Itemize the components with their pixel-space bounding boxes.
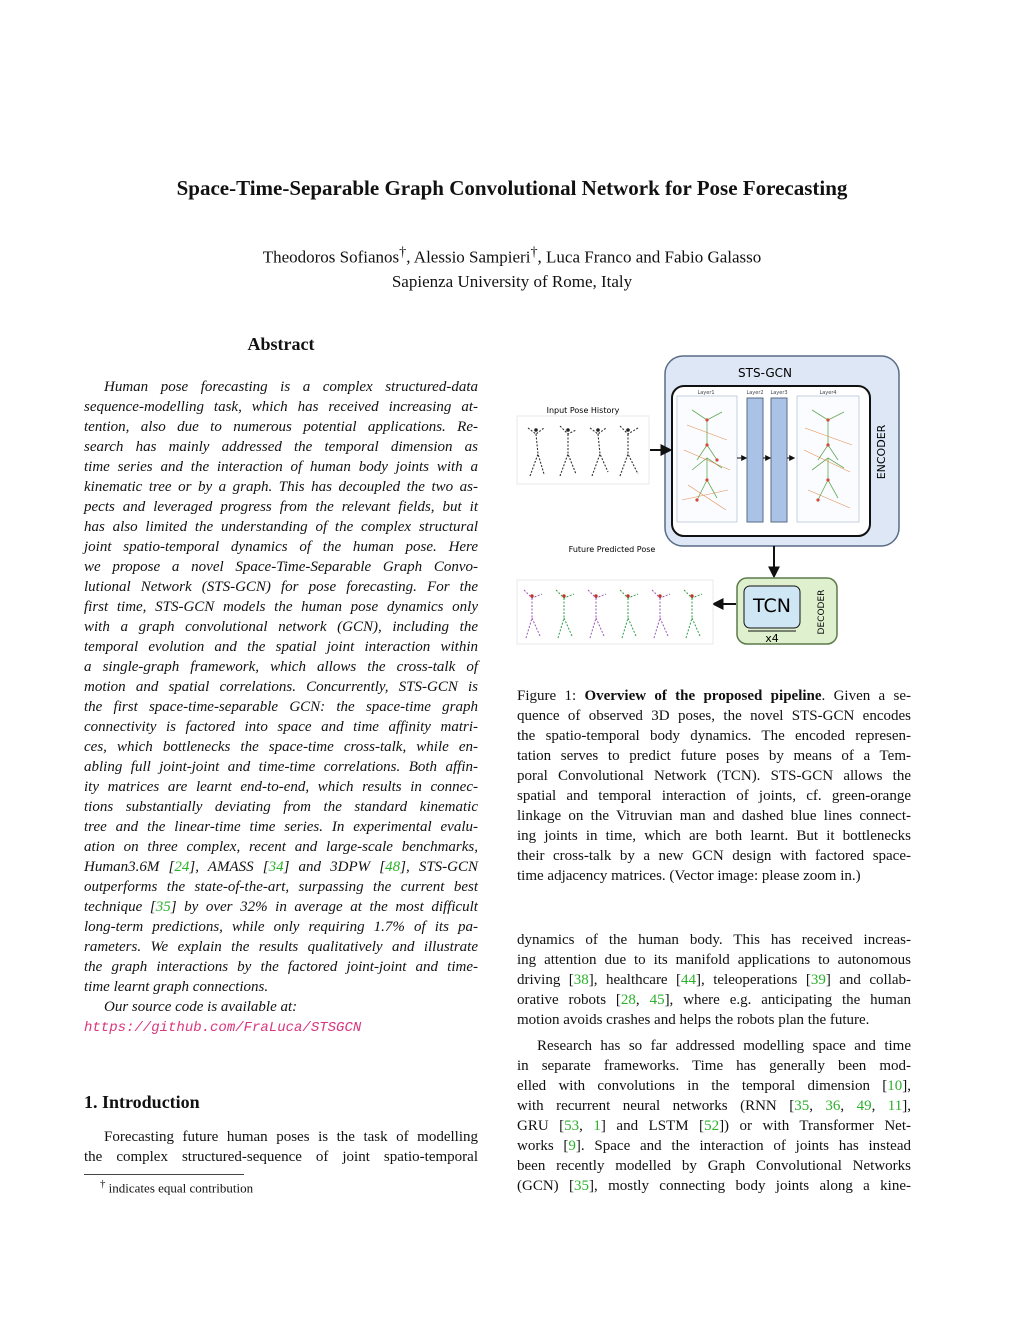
citation-link[interactable]: 10 — [887, 1078, 903, 1094]
author-block — [0, 240, 1024, 294]
citation-link[interactable]: 34 — [268, 859, 284, 875]
caption-line: quence of observed 3D poses, the novel STS-GCN encodes — [517, 708, 911, 724]
code-url-link[interactable]: https://github.com/FraLuca/STSGCN — [84, 1020, 362, 1036]
abstract-line: with a graph convolutional network (GCN), including the — [84, 619, 478, 635]
abstract-line: technique [35] by over 32% in average at the most difficult — [84, 899, 478, 915]
citation-link[interactable]: 28 — [620, 992, 636, 1008]
caption-line: their cross-talk by a new GCN design with factored space- — [517, 848, 911, 864]
intro-line: with recurrent neural networks (RNN [35, 36, 49, 11], — [517, 1098, 911, 1114]
citation-link[interactable]: 49 — [856, 1098, 872, 1114]
caption-line: poral Convolutional Network (TCN). STS-GCN allows the — [517, 768, 911, 784]
intro-line: elled with convolutions in the temporal dimension [10], — [517, 1078, 911, 1094]
encoder-label: ENCODER — [875, 424, 888, 480]
sts-gcn-label: STS-GCN — [738, 366, 792, 380]
caption-line: spatial and temporal interaction of joints, cf. green-orange — [517, 788, 911, 804]
abstract-line: time series and the interaction of human body joints with a — [84, 459, 478, 475]
abstract-line: motion and spatial correlations. Concurrently, STS-GCN is — [84, 679, 478, 695]
code-availability: Our source code is available at: — [104, 999, 298, 1015]
abstract-line: tree and the linear-time time series. In experimental evalu- — [84, 819, 478, 835]
decoder-label: DECODER — [817, 589, 827, 635]
author-2: , Alessio Sampieri — [406, 247, 531, 267]
footnote: † indicates equal contribution — [100, 1178, 254, 1196]
input-pose-label: Input Pose History — [546, 406, 620, 415]
intro-line: (GCN) [35], mostly connecting body joints along a kine- — [517, 1178, 911, 1194]
layer2-bar — [747, 398, 763, 522]
citation-link[interactable]: 45 — [649, 992, 665, 1008]
citation-link[interactable]: 53 — [564, 1118, 580, 1134]
output-pose-label: Future Predicted Pose — [568, 545, 656, 554]
citation-link[interactable]: 35 — [574, 1178, 590, 1194]
abstract-body — [84, 377, 478, 1038]
abstract-line: joint spatio-temporal dynamics of the human pose. Here — [84, 539, 478, 555]
abstract-line: long-term predictions, while only requiring 1.7% of its pa- — [84, 919, 478, 935]
citation-link[interactable]: 52 — [704, 1118, 720, 1134]
abstract-heading: Abstract — [247, 334, 315, 354]
layer-label: Layer3 — [770, 390, 788, 396]
abstract-line: ity matrices are learnt end-to-end, which results in connec- — [84, 779, 478, 795]
intro-line: works [9]. Space and the interaction of joints has instead — [517, 1138, 911, 1154]
layer-label: Layer4 — [819, 390, 837, 396]
intro-line: Research has so far addressed modelling space and time — [537, 1038, 911, 1054]
abstract-line: kinematic tree or by a graph. This has decoupled the two as- — [84, 479, 478, 495]
intro-line: been recently modelled by Graph Convolutional Networks — [517, 1158, 911, 1174]
citation-link[interactable]: 48 — [385, 859, 401, 875]
abstract-line: outperforms the state-of-the-art, surpassing the current best — [84, 879, 478, 895]
citation-link[interactable]: 36 — [825, 1098, 841, 1114]
abstract-line: ation on three complex, recent and large-scale benchmarks, — [84, 839, 478, 855]
caption-line: the spatio-temporal body dynamics. The encoded represen- — [517, 728, 911, 744]
abstract-line: lutional Network (STS-GCN) for pose forecasting. For the — [84, 579, 478, 595]
caption-line: ing joints in time, which are both learnt. But it bottlenecks — [517, 828, 911, 844]
intro-line: the complex structured-sequence of joint spatio-temporal — [84, 1149, 478, 1165]
abstract-line: rameters. We explain the results qualitatively and illustrate — [84, 939, 478, 955]
intro-line: GRU [53, 1] and LSTM [52]) or with Transformer Net- — [517, 1118, 912, 1134]
abstract-line: tention, also due to numerous potential applications. Re- — [84, 419, 478, 435]
citation-link[interactable]: 35 — [155, 899, 171, 915]
x4-label: x4 — [765, 632, 779, 645]
layer-label: Layer2 — [746, 390, 764, 396]
citation-link[interactable]: 35 — [794, 1098, 810, 1114]
author-names — [0, 240, 1024, 270]
abstract-line: abling full joint-joint and time-time correlations. Both affin- — [84, 759, 478, 775]
input-pose-panel — [517, 416, 649, 484]
pipeline-figure — [512, 350, 912, 650]
abstract-line: search has mainly addressed the temporal dimension as — [84, 439, 478, 455]
abstract-line: we propose a novel Space-Time-Separable Graph Convo- — [84, 559, 478, 575]
abstract-line: Human3.6M [24], AMASS [34] and 3DPW [48], STS-GCN — [84, 859, 478, 875]
abstract-line: pects and leveraged progress from the relevant fields, but it — [84, 499, 478, 515]
caption-line: time adjacency matrices. (Vector image: please zoom in.) — [517, 868, 861, 884]
abstract-line: temporal evolution and the spatial joint interaction within — [84, 639, 478, 655]
abstract-line: tions substantially deviating from the standard kinematic — [84, 799, 478, 815]
citation-link[interactable]: 11 — [887, 1098, 903, 1114]
caption-line: linkage on the Vitruvian man and dashed blue lines connect- — [517, 808, 911, 824]
abstract-line: time learnt graph connections. — [84, 979, 269, 995]
abstract-line: first time, STS-GCN models the human pose dynamics only — [84, 599, 478, 615]
figure-caption — [517, 686, 911, 886]
citation-link[interactable]: 44 — [681, 972, 697, 988]
layer3-bar — [771, 398, 787, 522]
abstract-line: ces, which bottlenecks the space-time cross-talk, while en- — [84, 739, 478, 755]
intro-line: in separate frameworks. Time has generally been mod- — [517, 1058, 911, 1074]
author-3-4: , Luca Franco and Fabio Galasso — [537, 247, 762, 267]
dagger-mark: † — [530, 244, 538, 260]
paper-title: Space-Time-Separable Graph Convolutional Network for Pose Forecasting — [176, 176, 848, 200]
abstract-line: connectivity is factored into space and time affinity matri- — [84, 719, 478, 735]
abstract-line: has also limited the understanding of the complex structural — [84, 519, 478, 535]
abstract-line: Human pose forecasting is a complex structured-data — [104, 379, 478, 395]
intro-line: ing attention due to its manifold applications to autonomous — [517, 952, 911, 968]
intro-line: dynamics of the human body. This has received increas- — [517, 932, 911, 948]
caption-line: Figure 1: Overview of the proposed pipeline. Given a se- — [517, 688, 911, 704]
abstract-line: sequence-modelling task, which has received increasing at- — [84, 399, 478, 415]
citation-link[interactable]: 39 — [810, 972, 826, 988]
intro-right-body — [517, 930, 911, 1196]
author-1: Theodoros Sofianos — [262, 247, 400, 267]
dagger-mark: † — [399, 244, 407, 260]
abstract-line: the first space-time-separable GCN: the space-time graph — [84, 699, 478, 715]
layer-label: Layer1 — [697, 390, 715, 396]
affiliation: Sapienza University of Rome, Italy — [391, 271, 633, 291]
tcn-label: TCN — [753, 595, 791, 617]
section-heading: 1. Introduction — [84, 1092, 200, 1112]
citation-link[interactable]: 24 — [174, 859, 190, 875]
code-url-line — [84, 1017, 478, 1038]
output-pose-panel — [517, 580, 713, 644]
intro-line: orative robots [28, 45], where e.g. anticipating the human — [517, 992, 912, 1008]
abstract-line: a single-graph framework, which allows the cross-talk of — [84, 659, 478, 675]
intro-line: Forecasting future human poses is the task of modelling — [104, 1129, 478, 1145]
footnote-rule — [84, 1174, 244, 1175]
abstract-line: the graph interactions by the factored joint-joint and time- — [84, 959, 478, 975]
caption-line: tation serves to predict future poses by means of a Tem- — [517, 748, 911, 764]
intro-body — [84, 1127, 478, 1167]
citation-link[interactable]: 9 — [568, 1138, 576, 1154]
citation-link[interactable]: 1 — [593, 1118, 601, 1134]
intro-line: driving [38], healthcare [44], teleoperations [39] and collab- — [517, 972, 912, 988]
intro-line: motion avoids crashes and helps the robots plan the future. — [517, 1012, 870, 1028]
citation-link[interactable]: 38 — [573, 972, 589, 988]
